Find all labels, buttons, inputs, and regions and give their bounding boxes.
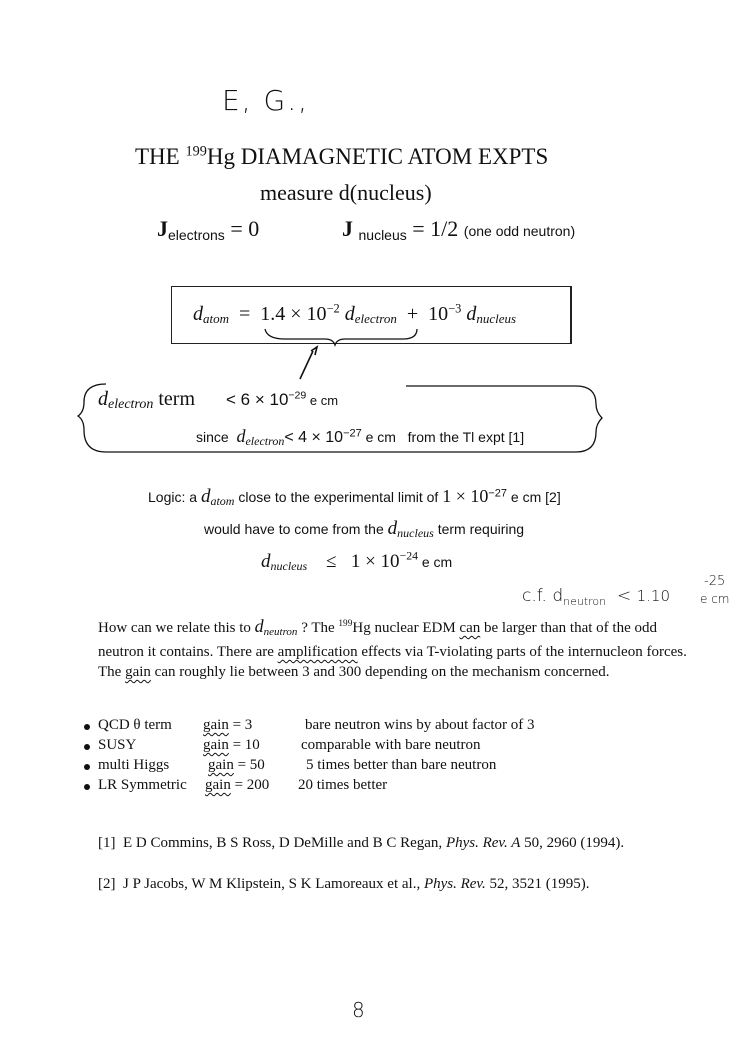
bullet-model: SUSY: [98, 737, 137, 753]
bullet-gain: gain = 200: [205, 777, 270, 793]
brace-arrow: [255, 325, 425, 385]
electron-term-line: delectron term < $6 \times 10^{-29}$ e cm: [98, 388, 339, 412]
bullet-gain: gain = 3: [203, 717, 253, 733]
bullet-dot: [84, 744, 90, 750]
bullet-comment: comparable with bare neutron: [301, 737, 481, 753]
atom-edm-equation: datom = $1.4 \times 10^{-2}$ delectron + $10^{-3}$ dnucleus: [193, 301, 517, 326]
page-subtitle: measure d(nucleus): [260, 180, 432, 205]
bullet-gain: gain = 50: [208, 757, 265, 773]
bullet-dot: [84, 764, 90, 770]
bullet-gain: gain = 10: [203, 737, 260, 753]
page-title: THE $^{199}$Hg DIAMAGNETIC ATOM EXPTS: [135, 143, 549, 169]
reference-2: [2] J P Jacobs, W M Klipstein, S K Lamoreaux et al., Phys. Rev. 52, 3521 (1995).: [98, 876, 590, 892]
j-nucleus: J nucleus = 1/2 (one odd neutron): [342, 216, 576, 243]
bullet-model: LR Symmetric: [98, 777, 187, 793]
since-line: since delectron< $4 \times 10^{-27}$ e cm from the Tl expt [1]: [196, 426, 525, 448]
bullet-comment: 5 times better than bare neutron: [306, 757, 497, 773]
handwritten-header: E, G.,: [222, 84, 309, 117]
bullet-model: QCD θ term: [98, 717, 172, 733]
logic-line-2: would have to come from the dnucleus term requiring: [204, 518, 525, 540]
logic-line-1: Logic: a datom close to the experimental limit of $1 \times 10^{-27}$ e cm [2]: [148, 486, 561, 508]
j-electrons: Jelectrons = 0: [157, 216, 260, 243]
cf-exponent: -25: [704, 574, 726, 589]
bullet-dot: [84, 784, 90, 790]
page-number: 8: [352, 998, 365, 1022]
bullet-model: multi Higgs: [98, 757, 170, 773]
logic-line-3: dnucleus ≤ $1 \times 10^{-24}$ e cm: [261, 549, 453, 573]
cf-unit: e cm: [700, 592, 730, 606]
reference-1: [1] E D Commins, B S Ross, D DeMille and B C Regan, Phys. Rev. A 50, 2960 (1994).: [98, 835, 625, 851]
explanation-paragraph: How can we relate this to $d_{neutron}$ ? The $^{199}$Hg nuclear EDM can be larger than that of the odd neutron it contains. There are amplification effects via T-violating parts of the internucleon forces. The gain can roughly lie between 3 and 300 depending on the mechanism concerned.: [98, 616, 687, 680]
bullet-dot: [84, 724, 90, 730]
bullet-comment: bare neutron wins by about factor of 3: [305, 717, 535, 733]
cf-neutron-note: c.f. $d_{neutron} < 1.10$: [522, 586, 670, 608]
bullet-comment: 20 times better: [298, 777, 388, 793]
